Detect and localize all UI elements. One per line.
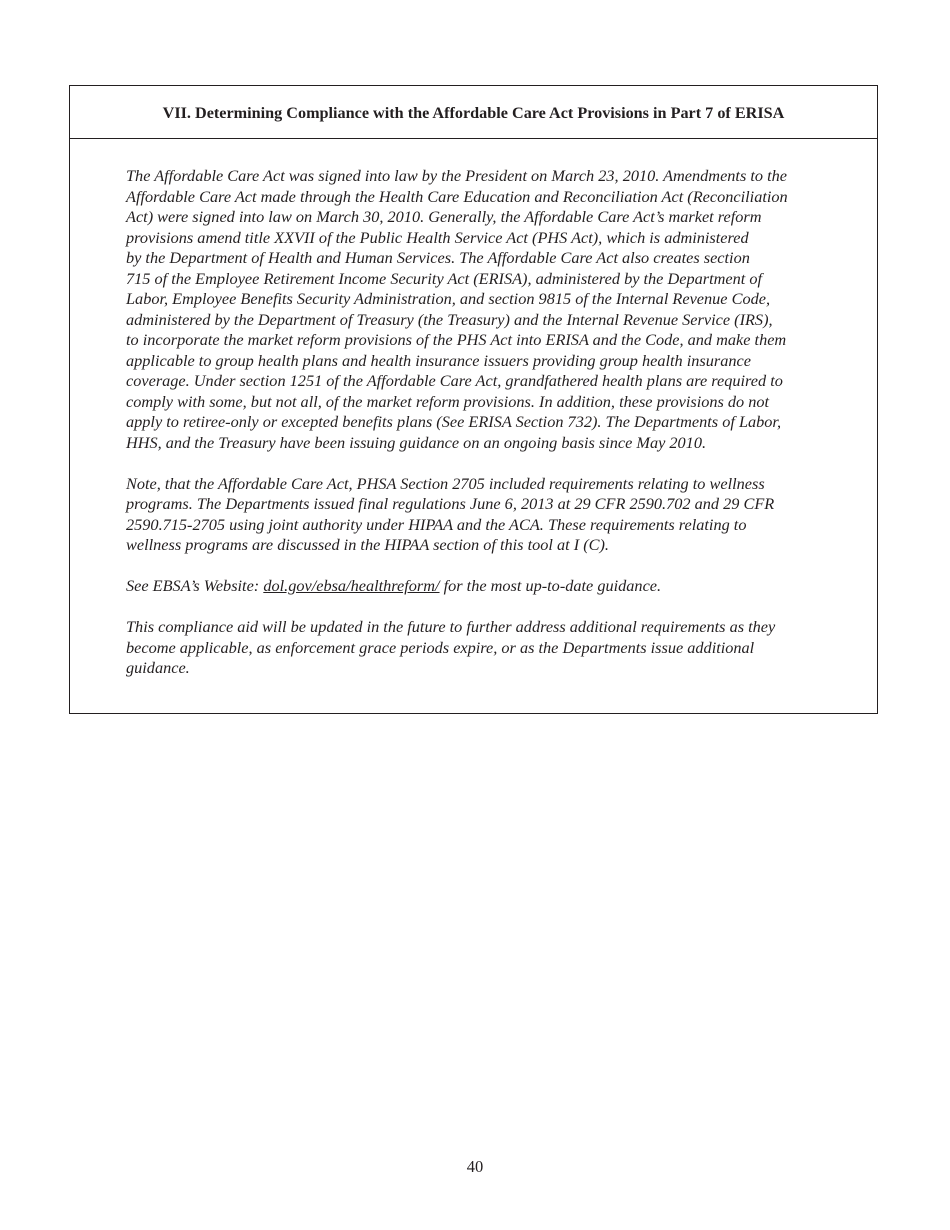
section-box: [69, 85, 878, 714]
text-line: become applicable, as enforcement grace periods expire, or as the Departments issue additional: [126, 637, 755, 657]
text-line: by the Department of Health and Human Services. The Affordable Care Act also creates section: [126, 248, 750, 267]
text-line: The Affordable Care Act was signed into law by the President on March 23, 2010. Amendments to the: [126, 166, 787, 185]
text-line: apply to retiree-only or excepted benefits plans (See ERISA Section 732). The Departments of Labor,: [126, 412, 782, 431]
text-line: guidance.: [126, 658, 190, 677]
text-line: Affordable Care Act made through the Health Care Education and Reconciliation Act (Reconciliation: [126, 186, 788, 206]
text-line: 2590.715-2705 using joint authority under HIPAA and the ACA. These requirements relating to: [126, 514, 747, 534]
healthreform-link[interactable]: dol.gov/ebsa/healthreform/: [263, 576, 440, 595]
website-line: [126, 576, 832, 597]
text-line: Labor, Employee Benefits Security Administration, and section 9815 of the Internal Revenue Code,: [126, 289, 771, 308]
text-line: wellness programs are discussed in the HIPAA section of this tool at I (C).: [126, 535, 609, 554]
paragraph-closing: [126, 617, 832, 679]
text-line: HHS, and the Treasury have been issuing guidance on an ongoing basis since May 2010.: [126, 432, 707, 452]
section-title: VII. Determining Compliance with the Affordable Care Act Provisions in Part 7 of ERISA: [70, 86, 877, 139]
paragraph-aca-overview: [126, 166, 832, 453]
text-line: applicable to group health plans and health insurance issuers providing group health insurance: [126, 350, 751, 370]
text-line: This compliance aid will be updated in the future to further address additional requirements as they: [126, 617, 776, 636]
page-number: 40: [466, 1157, 484, 1176]
paragraph-website: [126, 576, 832, 597]
website-suffix: for the most up-to-date guidance.: [439, 576, 662, 595]
text-line: Note, that the Affordable Care Act, PHSA Section 2705 included requirements relating to wellness: [126, 473, 765, 493]
text-line: programs. The Departments issued final regulations June 6, 2013 at 29 CFR 2590.702 and 29 CFR: [126, 494, 775, 513]
section-body: [126, 166, 832, 699]
text-line: 715 of the Employee Retirement Income Security Act (ERISA), administered by the Department of: [126, 268, 762, 288]
text-line: provisions amend title XXVII of the Public Health Service Act (PHS Act), which is administered: [126, 227, 749, 247]
text-line: Act) were signed into law on March 30, 2010. Generally, the Affordable Care Act’s market reform: [126, 207, 762, 226]
text-line: coverage. Under section 1251 of the Affordable Care Act, grandfathered health plans are required to: [126, 371, 783, 390]
text-line: administered by the Department of Treasury (the Treasury) and the Internal Revenue Service (IRS),: [126, 309, 773, 329]
website-prefix: See EBSA’s Website:: [126, 576, 264, 595]
text-line: comply with some, but not all, of the market reform provisions. In addition, these provisions do not: [126, 391, 770, 411]
text-line: to incorporate the market reform provisions of the PHS Act into ERISA and the Code, and make them: [126, 330, 787, 349]
paragraph-wellness-note: [126, 474, 832, 556]
